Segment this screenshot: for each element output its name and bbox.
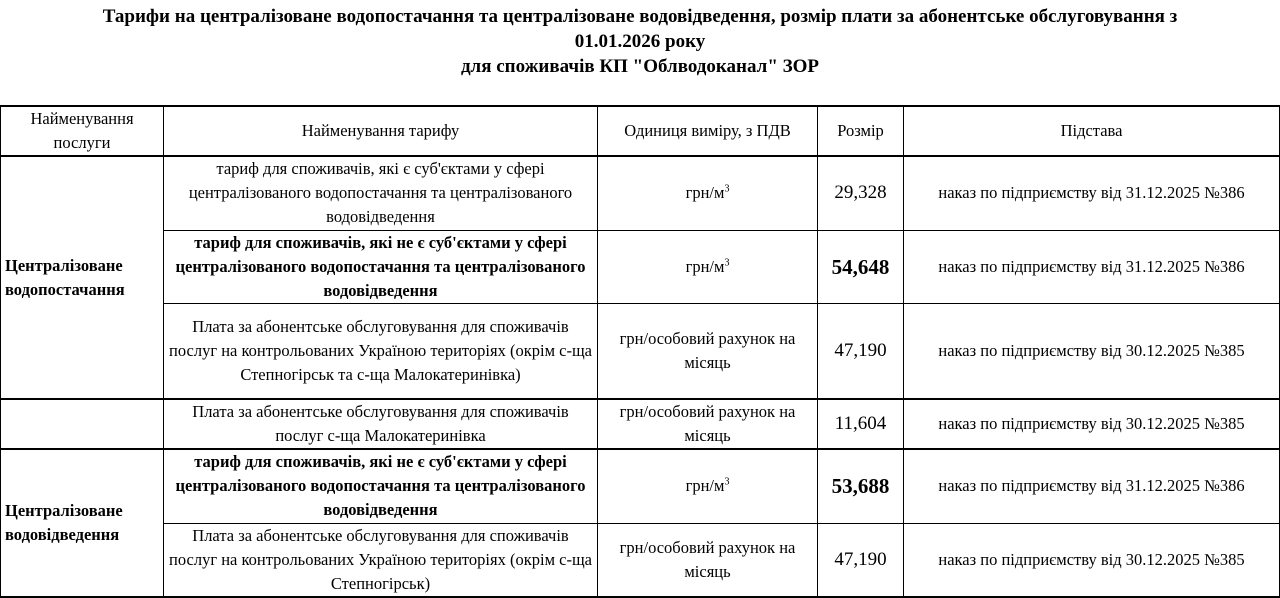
value: 54,648 (818, 230, 904, 303)
title-line-2: 01.01.2026 року (574, 31, 706, 52)
value: 47,190 (818, 523, 904, 597)
unit-sup: 3 (724, 476, 730, 488)
header-value: Розмір (818, 106, 904, 156)
table-row (1, 303, 1280, 399)
basis: наказ по підприємству від 30.12.2025 №385 (904, 399, 1280, 449)
unit: грн/особовий рахунок на місяць (598, 523, 818, 597)
table-row (1, 449, 1280, 523)
table-row (1, 230, 1280, 303)
value: 11,604 (818, 399, 904, 449)
title-line-1: Тарифи на централізоване водопостачання та централізоване водовідведення, розмір плати за абонентське обслуговування з (102, 6, 1178, 27)
table-header-row (1, 106, 1280, 156)
unit-text: грн/м (685, 183, 725, 203)
tariff-name: Плата за абонентське обслуговування для споживачів послуг на контрольованих Україною територіях (окрім с-ща Степногірськ та с-ща Малокатеринівка) (164, 303, 598, 399)
value: 29,328 (818, 156, 904, 230)
service-empty (1, 399, 164, 449)
unit-sup: 3 (724, 183, 730, 195)
header-tariff: Найменування тарифу (164, 106, 598, 156)
basis: наказ по підприємству від 31.12.2025 №386 (904, 449, 1280, 523)
value: 47,190 (818, 303, 904, 399)
service-water-supply: Централізоване водопостачання (1, 156, 164, 399)
tariff-name: Плата за абонентське обслуговування для споживачів послуг с-ща Малокатеринівка (164, 399, 598, 449)
unit (598, 449, 818, 523)
basis: наказ по підприємству від 30.12.2025 №385 (904, 523, 1280, 597)
unit (598, 230, 818, 303)
tariff-name: Плата за абонентське обслуговування для споживачів послуг на контрольованих Україною територіях (окрім с-ща Степногірськ) (164, 523, 598, 597)
title-line-3: для споживачів КП "Облводоканал" ЗОР (460, 56, 820, 77)
tariff-name: тариф для споживачів, які не є суб'єктами у сфері централізованого водопостачання та централізованого водовідведення (164, 449, 598, 523)
unit: грн/особовий рахунок на місяць (598, 399, 818, 449)
header-basis: Підстава (904, 106, 1280, 156)
unit-text: грн/м (685, 256, 725, 276)
basis: наказ по підприємству від 31.12.2025 №386 (904, 230, 1280, 303)
document-title (0, 4, 1280, 79)
unit-text: грн/м (685, 476, 725, 496)
service-drainage: Централізоване водовідведення (1, 449, 164, 597)
basis: наказ по підприємству від 31.12.2025 №386 (904, 156, 1280, 230)
header-service: Найменування послуги (1, 106, 164, 156)
basis: наказ по підприємству від 30.12.2025 №385 (904, 303, 1280, 399)
table-row (1, 156, 1280, 230)
value: 53,688 (818, 449, 904, 523)
tariff-name: тариф для споживачів, які не є суб'єктами у сфері централізованого водопостачання та централізованого водовідведення (164, 230, 598, 303)
table-row (1, 399, 1280, 449)
unit-sup: 3 (724, 257, 730, 268)
tariff-table (0, 105, 1280, 598)
unit (598, 156, 818, 230)
table-row (1, 523, 1280, 597)
tariff-name: тариф для споживачів, які є суб'єктами у сфері централізованого водопостачання та централізованого водовідведення (164, 156, 598, 230)
header-unit: Одиниця виміру, з ПДВ (598, 106, 818, 156)
unit: грн/особовий рахунок на місяць (598, 303, 818, 399)
